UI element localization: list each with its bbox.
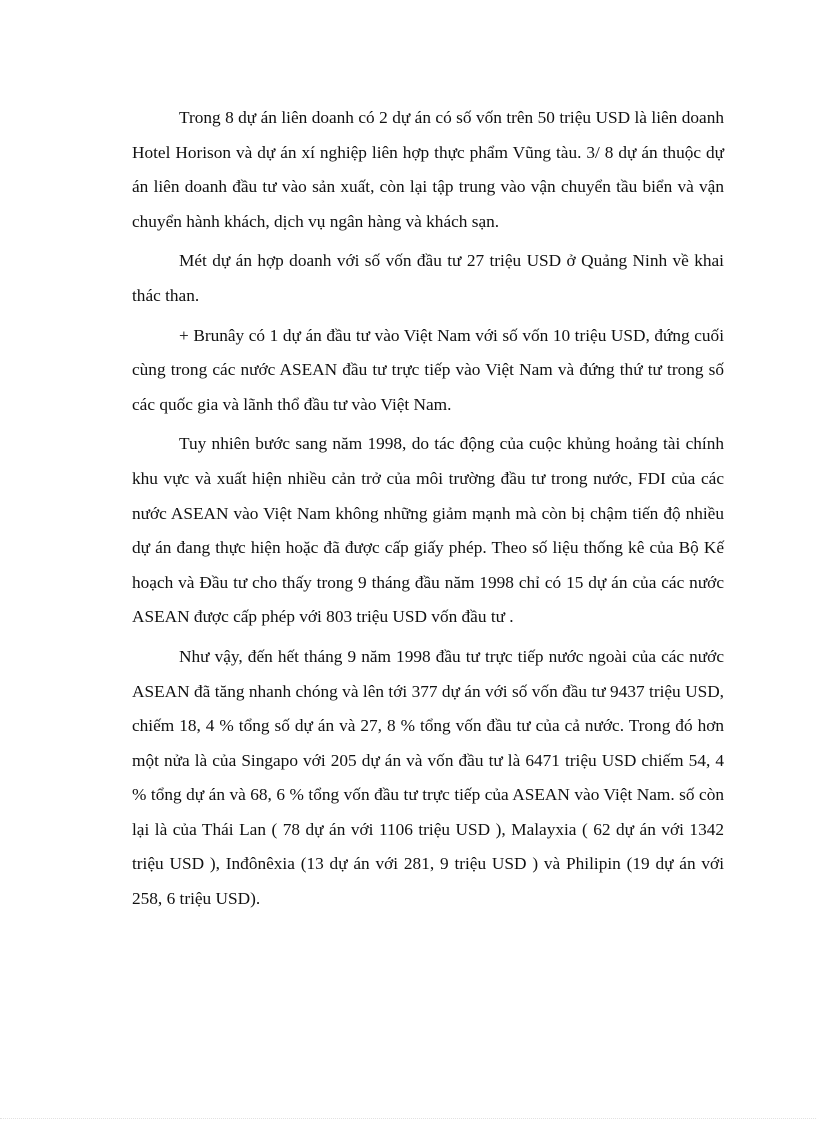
page-bottom-divider	[0, 1118, 816, 1119]
paragraph-asean-totals: Như vậy, đến hết tháng 9 năm 1998 đầu tư trực tiếp nước ngoài của các nước ASEAN đã tăng nhanh chóng và lên tới 377 dự án với số vốn đầu tư 9437 triệu USD, chiếm 18, 4 % tổng số dự án và 27, 8 % tổng vốn đầu tư của cả nước. Trong đó hơn một nửa là của Singapo với 205 dự án và vốn đầu tư là 6471 triệu USD chiếm 54, 4 % tổng dự án và 68, 6 % tổng vốn đầu tư trực tiếp của ASEAN vào Việt Nam. số còn lại là của Thái Lan ( 78 dự án với 1106 triệu USD ), Malayxia ( 62 dự án với 1342 triệu USD ), Inđônêxia (13 dự án với 281, 9 triệu USD ) và Philipin (19 dự án với 258, 6 triệu USD).	[132, 646, 724, 909]
paragraph-brunei: + Brunây có 1 dự án đầu tư vào Việt Nam với số vốn 10 triệu USD, đứng cuối cùng trong các nước ASEAN đầu tư trực tiếp vào Việt Nam và đứng thứ tư trong số các quốc gia và lãnh thổ đầu tư vào Việt Nam.	[132, 325, 724, 414]
document-body	[132, 101, 724, 922]
paragraph-1998-crisis: Tuy nhiên bước sang năm 1998, do tác động của cuộc khủng hoảng tài chính khu vực và xuất hiện nhiều cản trở của môi trường đầu tư trong nước, FDI của các nước ASEAN vào Việt Nam không những giảm mạnh mà còn bị chậm tiến độ nhiều dự án đang thực hiện hoặc đã được cấp giấy phép. Theo số liệu thống kê của Bộ Kế hoạch và Đầu tư cho thấy trong 9 tháng đầu năm 1998 chỉ có 15 dự án của các nước ASEAN được cấp phép với 803 triệu USD vốn đầu tư .	[132, 434, 724, 627]
paragraph-quang-ninh-coal: Mét dự án hợp doanh với số vốn đầu tư 27 triệu USD ở Quảng Ninh về khai thác than.	[132, 251, 724, 305]
paragraph-joint-venture-projects: Trong 8 dự án liên doanh có 2 dự án có số vốn trên 50 triệu USD là liên doanh Hotel Horison và dự án xí nghiệp liên hợp thực phẩm Vũng tàu. 3/ 8 dự án thuộc dự án liên doanh đầu tư vào sản xuất, còn lại tập trung vào vận chuyển tầu biển và vận chuyển hành khách, dịch vụ ngân hàng và khách sạn.	[132, 108, 724, 231]
